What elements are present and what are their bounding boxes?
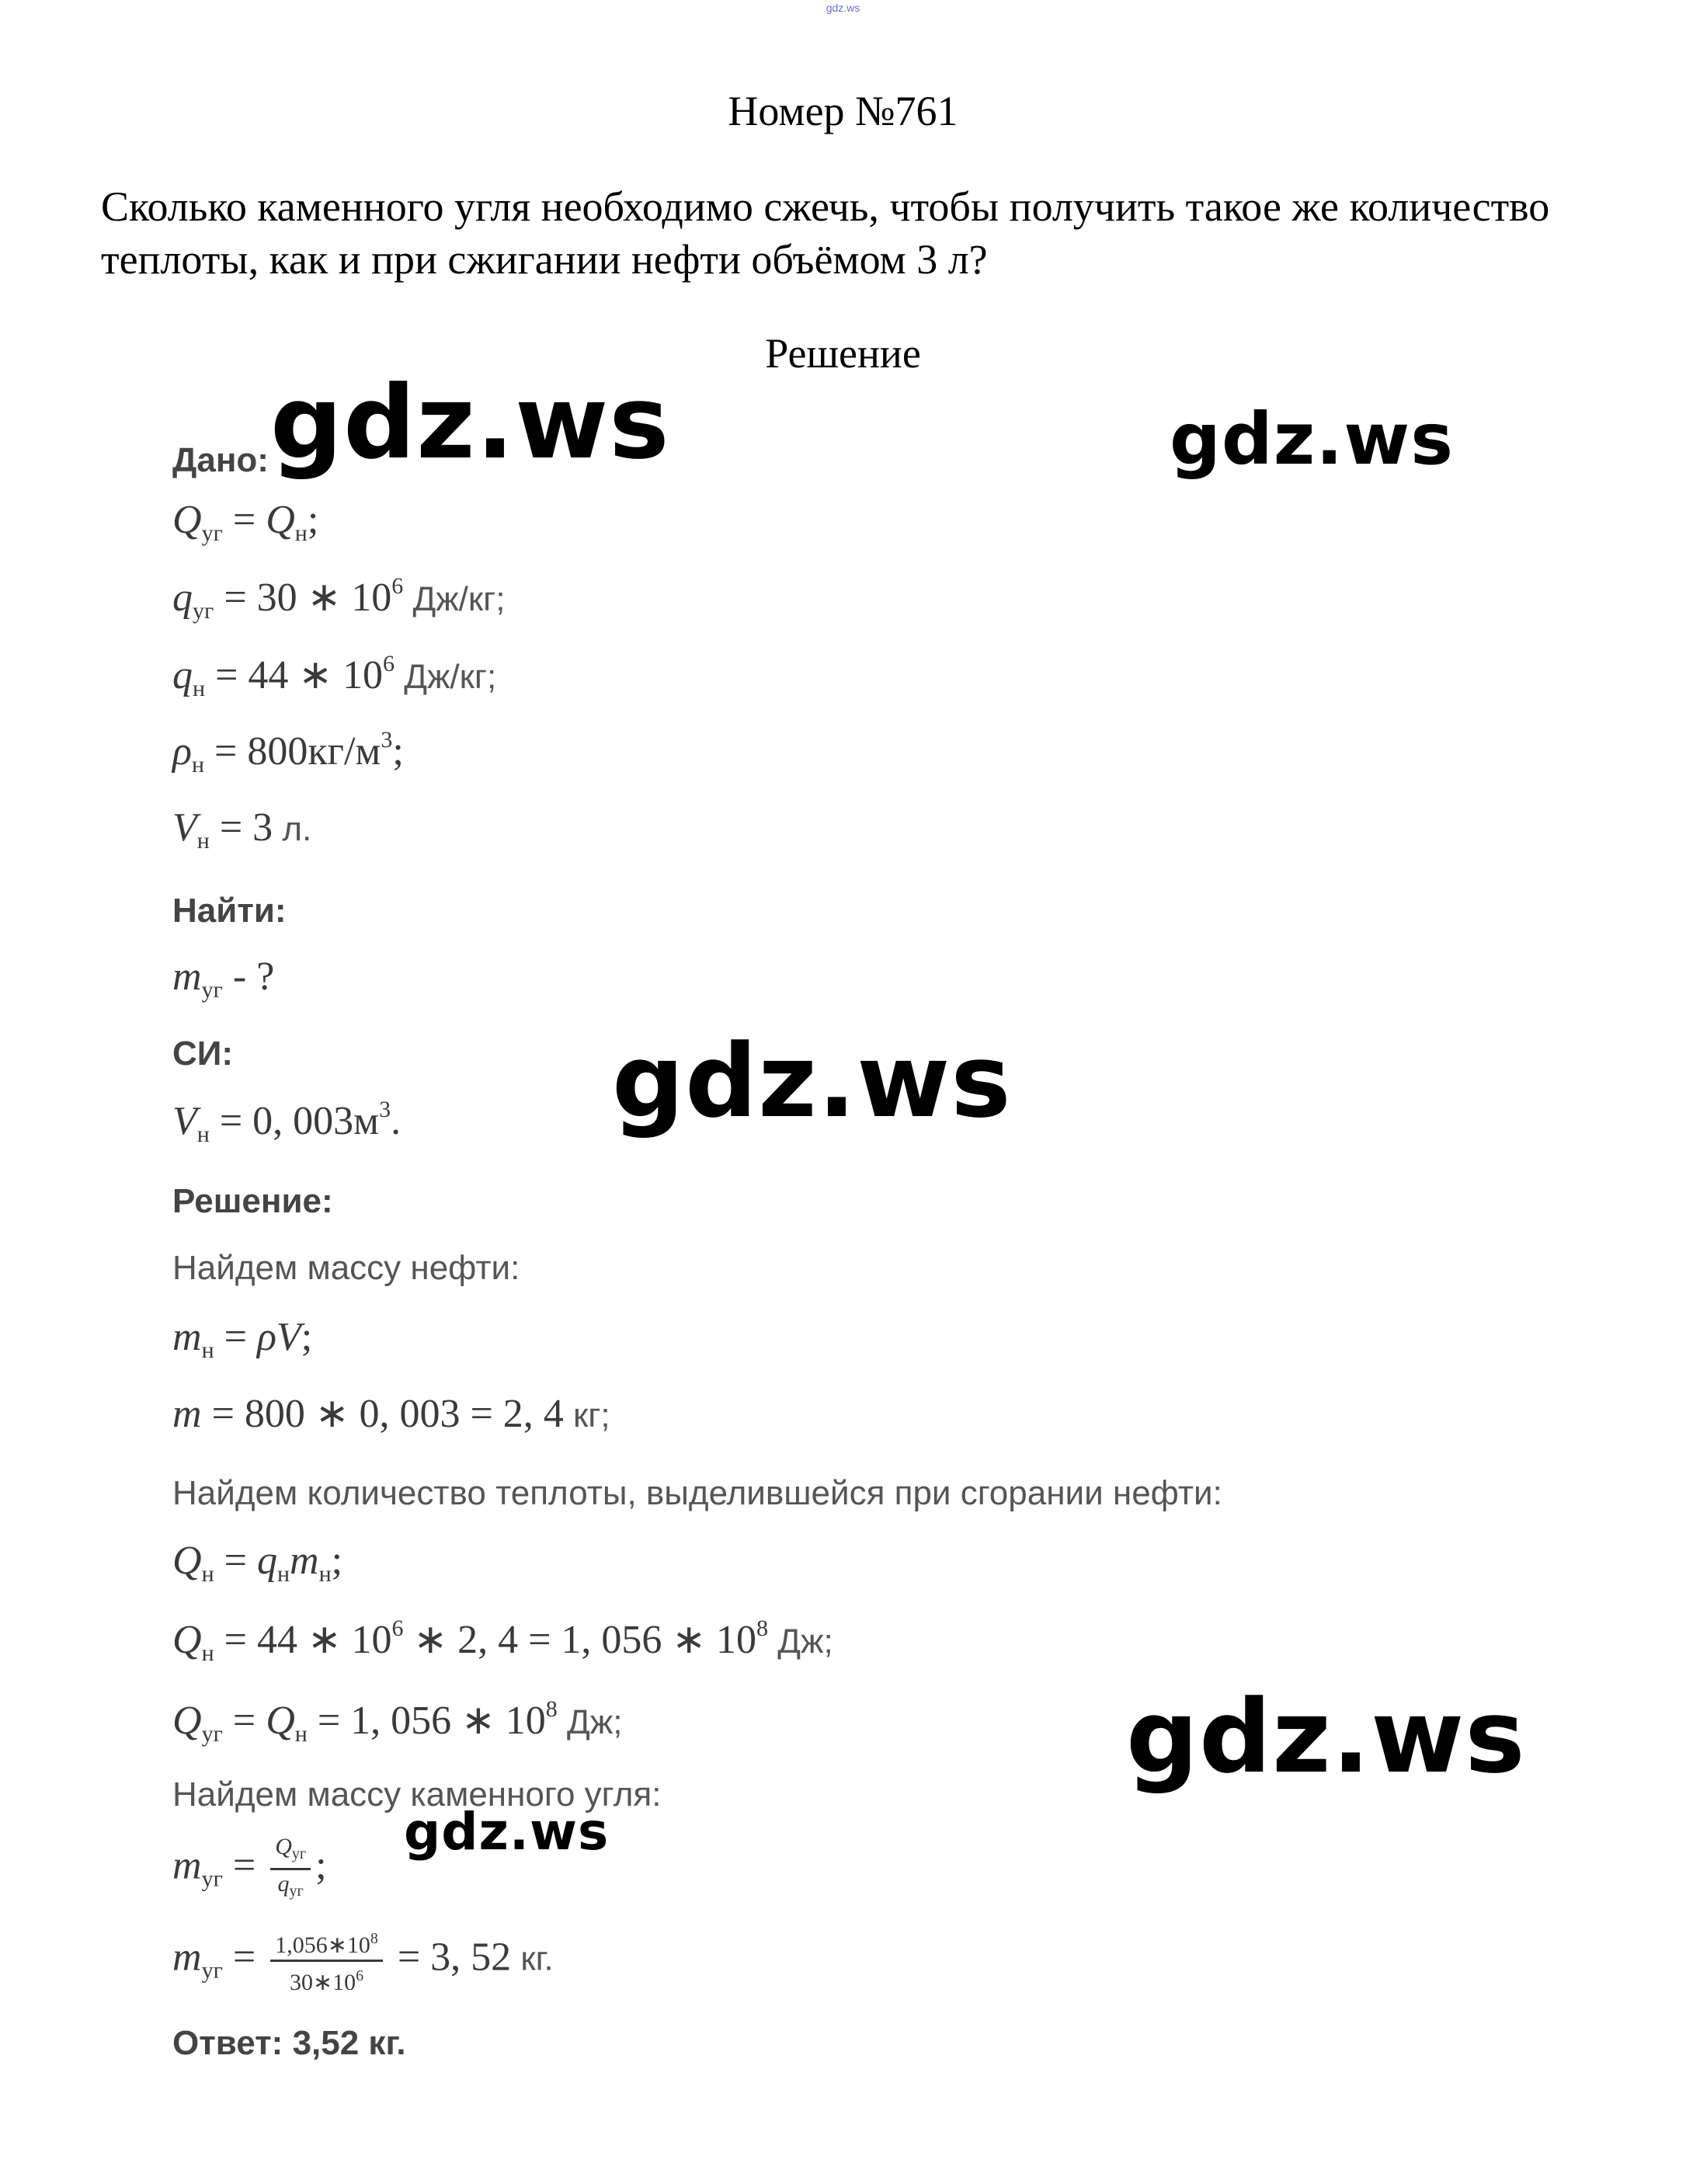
answer-value: 3,52 кг. [283,2024,406,2062]
unit-j-per-kg: Дж/кг; [394,658,497,696]
formula-given-volume: $V_н = 3$ л. [172,805,312,854]
unit-j-per-kg: Дж/кг; [403,580,506,618]
unit-joule: Дж; [768,1622,833,1661]
solution-label: Решение: [172,1182,333,1220]
formula-coal-mass-calc: $m_{уг}$ = $\frac{1,056∗10^8}{30∗10^6}$ = 3, 52 кг. [172,1925,554,1997]
watermark: gdz.ws [270,363,670,482]
fraction: $\frac{Q_{уг}}{q_{уг}}$ [270,1833,311,1905]
text-find-heat: Найдем количество теплоты, выделившейся при сгорании нефти: [172,1474,1222,1512]
formula-heat-equal: $Q_{уг} = Q_н = 1$, 056 ∗ $10^8$ Дж; [172,1696,623,1747]
problem-title: Номер №761 [728,88,958,134]
formula-find-coal-mass: $m_{уг}$ - ? [172,955,275,1003]
site-mark: gdz.ws [826,2,860,14]
unit-joule: Дж; [557,1703,623,1741]
watermark: gdz.ws [612,1022,1012,1140]
formula-heat-calc: $Q_н = 44$ ∗ $10^6$ ∗ 2, 4 = 1, 056 ∗ $10^8$ Дж; [172,1615,833,1666]
answer-label: Ответ: [172,2024,283,2062]
formula-coal-mass: $m_{уг}$ = $\frac{Q_{уг}}{q_{уг}}$ ; [172,1833,327,1905]
formula-given-density: $\rho_н = 800кг/м^3$; [172,727,404,777]
formula-oil-mass-calc: m = 800 ∗ 0, 003 = 2, 4 кг; [172,1392,610,1436]
watermark: gdz.ws [1126,1678,1526,1796]
unit-kg: кг. [511,1939,554,1978]
unit-liter: л. [273,810,312,848]
si-label: СИ: [172,1035,234,1073]
problem-text: Сколько каменного угля необходимо сжечь, чтобы получить такое же количество теплоты, как и при сжигании нефти объёмом 3 л? [101,183,1550,283]
text-find-oil-mass: Найдем массу нефти: [172,1249,520,1287]
formula-given-q-oil: $q_н = 44$ ∗ $10^6$ Дж/кг; [172,651,497,701]
given-label: Дано: [172,441,269,479]
solution-heading: Решение [765,330,921,377]
formula-given-q-coal: $q_{уг} = 30$ ∗ $10^6$ Дж/кг; [172,573,506,624]
formula-heat: $Q_н = q_нm_н$; [172,1539,343,1587]
find-label: Найти: [172,892,287,930]
text-find-coal-mass: Найдем массу каменного угля: [172,1775,662,1814]
unit-kg: кг; [563,1396,610,1435]
answer [172,2024,406,2063]
formula-si-volume: $V_н = 0$, $003м^3$. [172,1097,402,1147]
watermark: gdz.ws [1170,398,1454,481]
fraction: $\frac{1,056∗10^8}{30∗10^6}$ [270,1925,383,1997]
formula-given-heat-equal: $Q_{уг} = Q_н$; [172,498,319,546]
watermark: gdz.ws [404,1802,610,1862]
formula-oil-mass: $m_н = \rho V$; [172,1315,313,1363]
